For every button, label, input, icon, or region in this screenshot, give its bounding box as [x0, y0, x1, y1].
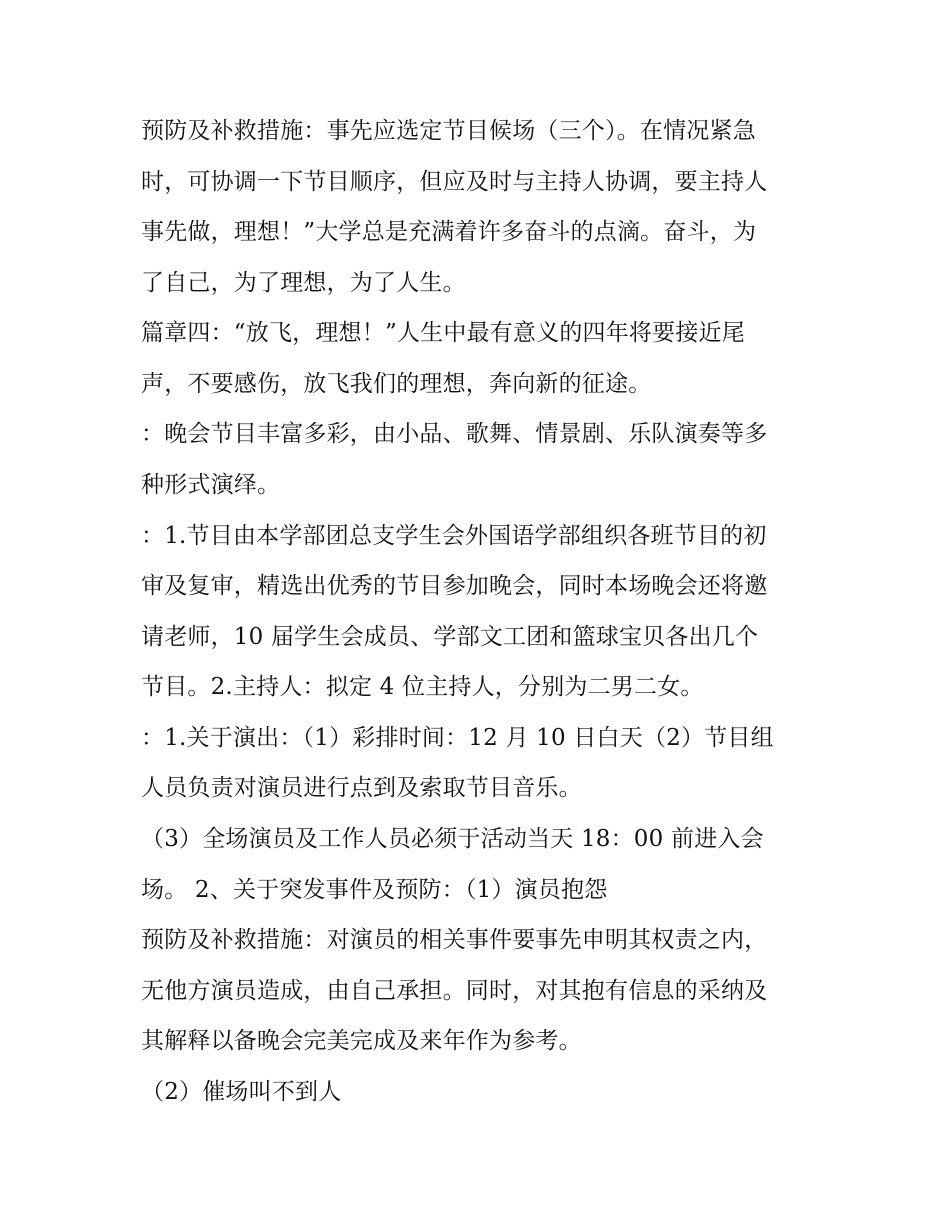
- text-line: 了自己，为了理想，为了人生。: [141, 270, 466, 296]
- text-line: 请老师，10 届学生会成员、学部文工团和篮球宝贝各出几个: [141, 624, 759, 650]
- text-line: 事先做，理想！”大学总是充满着许多奋斗的点滴。奋斗，为: [141, 219, 757, 245]
- text-line: （2）催场叫不到人: [141, 1079, 342, 1105]
- text-line: ：1.关于演出：（1）彩排时间：12 月 10 日白天（2）节目组: [141, 725, 774, 751]
- text-line: 审及复审，精选出优秀的节目参加晚会，同时本场晚会还将邀: [141, 573, 768, 599]
- text-line: 预防及补救措施：事先应选定节目候场（三个）。在情况紧急: [141, 118, 756, 144]
- text-line: 声，不要感伤，放飞我们的理想，奔向新的征途。: [141, 371, 652, 397]
- text-line: 无他方演员造成，由自己承担。同时，对其抱有信息的采纳及: [141, 978, 768, 1004]
- text-line: 时，可协调一下节目顺序，但应及时与主持人协调，要主持人: [141, 169, 768, 195]
- text-line: ：晚会节目丰富多彩，由小品、歌舞、情景剧、乐队演奏等多: [141, 421, 768, 447]
- text-line: 种形式演绎。: [141, 472, 281, 498]
- text-line: 其解释以备晚会完美完成及来年作为参考。: [141, 1028, 582, 1054]
- text-line: ：1.节目由本学部团总支学生会外国语学部组织各班节目的初: [141, 523, 767, 549]
- text-line: 人员负责对演员进行点到及索取节目音乐。: [141, 775, 582, 801]
- text-line: 节目。2.主持人：拟定 4 位主持人，分别为二男二女。: [141, 674, 704, 700]
- text-line: （3）全场演员及工作人员必须于活动当天 18：00 前进入会: [141, 826, 764, 852]
- text-line: 篇章四：“放飞，理想！”人生中最有意义的四年将要接近尾: [141, 320, 745, 346]
- text-line: 预防及补救措施：对演员的相关事件要事先申明其权责之内，: [141, 927, 768, 953]
- text-line: 场。 2、关于突发事件及预防：（1）演员抱怨: [141, 877, 608, 903]
